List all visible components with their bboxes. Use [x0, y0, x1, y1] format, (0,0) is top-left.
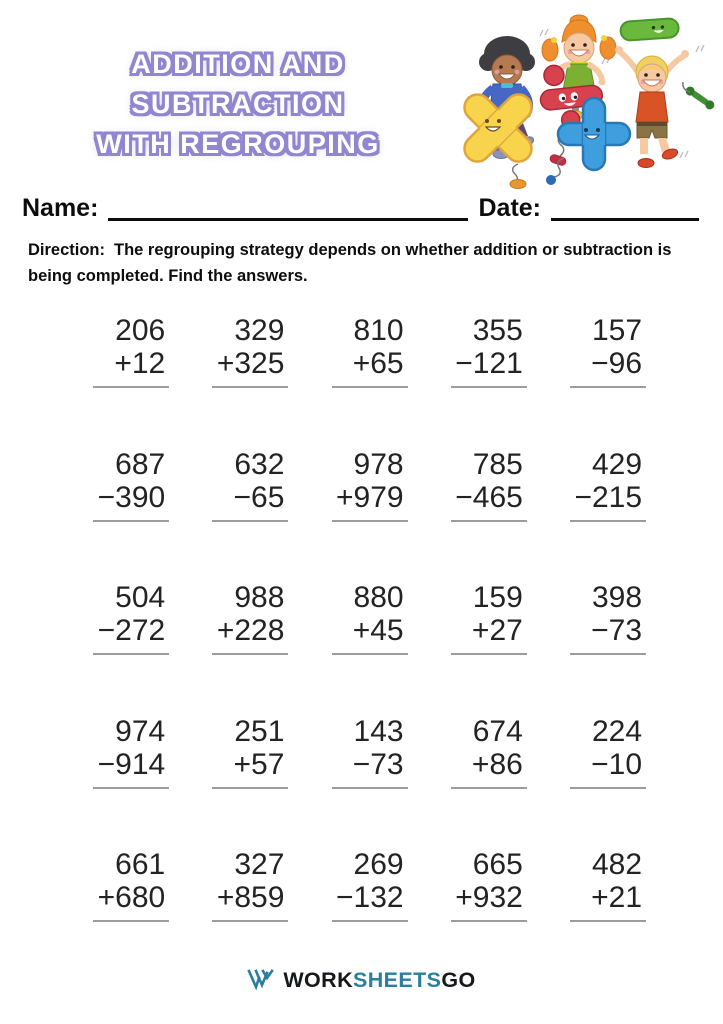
answer-line: [570, 514, 646, 522]
plus-symbol-icon: [558, 98, 630, 170]
operand-top: 978: [353, 447, 404, 481]
math-problem: [190, 314, 309, 434]
operand-top: 143: [353, 714, 404, 748]
operand-top: 504: [115, 581, 166, 614]
worksheetsgo-logo-icon: [247, 969, 275, 993]
operand-top: 661: [115, 848, 166, 881]
operator-operand-bottom: +45: [352, 614, 404, 647]
operand-top: 327: [234, 848, 285, 881]
operator-operand-bottom: +680: [97, 881, 166, 914]
operand-top: 665: [472, 848, 523, 881]
direction-body: The regrouping strategy depends on whether addition or subtraction is being completed. Find the answers.: [28, 241, 672, 285]
answer-line: [212, 914, 288, 922]
operand-top: 206: [115, 314, 166, 347]
operand-top: 785: [472, 447, 523, 481]
math-problem: [309, 848, 428, 968]
operand-top: 988: [234, 581, 285, 614]
operator-operand-bottom: +12: [114, 347, 166, 380]
operand-top: 974: [115, 714, 166, 748]
boy-blond: [615, 46, 689, 168]
operand-top: 674: [472, 714, 523, 748]
answer-line: [93, 914, 169, 922]
math-problem: [548, 581, 667, 701]
answer-line: [451, 380, 527, 388]
math-problem: [548, 314, 667, 434]
operator-operand-bottom: −272: [97, 614, 166, 647]
operator-operand-bottom: +65: [352, 347, 404, 380]
operand-top: 880: [353, 581, 404, 614]
answer-line: [570, 781, 646, 789]
name-date-row: [22, 194, 701, 223]
operator-operand-bottom: −390: [97, 480, 166, 514]
operator-operand-bottom: +932: [455, 881, 523, 914]
brand-work: WORK: [283, 968, 353, 992]
math-problem: [71, 314, 190, 434]
date-blank-line: [551, 194, 699, 221]
dumbbell-icon: [684, 85, 716, 111]
operand-top: 157: [591, 314, 643, 347]
name-label: Name:: [22, 194, 99, 222]
operator-operand-bottom: −73: [591, 614, 643, 647]
answer-line: [93, 647, 169, 655]
math-problem: [309, 581, 428, 701]
kids-math-illustration: [452, 6, 718, 190]
math-problem: [309, 448, 428, 568]
operator-operand-bottom: +27: [471, 614, 523, 647]
operator-operand-bottom: +979: [336, 480, 404, 514]
operator-operand-bottom: +859: [216, 881, 285, 914]
math-problem: [429, 314, 548, 434]
answer-line: [451, 914, 527, 922]
operator-operand-bottom: −73: [352, 747, 404, 781]
operand-top: 398: [591, 581, 643, 614]
answer-line: [332, 647, 408, 655]
operand-top: 355: [472, 314, 523, 347]
answer-line: [332, 781, 408, 789]
math-problem: [429, 581, 548, 701]
operator-operand-bottom: −215: [574, 480, 643, 514]
operator-operand-bottom: −914: [97, 747, 166, 781]
operator-operand-bottom: +325: [216, 347, 285, 380]
brand-go: GO: [441, 968, 476, 992]
minus-symbol-icon: [620, 18, 679, 41]
answer-line: [212, 514, 288, 522]
problem-row: [71, 434, 667, 568]
title-line-1: ADDITION AND SUBTRACTION: [131, 49, 345, 119]
math-problem: [429, 448, 548, 568]
problem-row: [71, 834, 667, 968]
math-problem: [429, 715, 548, 835]
date-label: Date:: [478, 194, 541, 222]
direction-text: [28, 237, 696, 289]
name-blank-line: [108, 194, 468, 221]
operator-operand-bottom: +21: [591, 881, 643, 914]
math-problem: [548, 848, 667, 968]
math-problem: [71, 448, 190, 568]
answer-line: [570, 380, 646, 388]
math-problem: [71, 715, 190, 835]
answer-line: [570, 647, 646, 655]
math-problem: [71, 581, 190, 701]
operand-top: 269: [353, 848, 404, 881]
operator-operand-bottom: −65: [233, 480, 285, 514]
operator-operand-bottom: −10: [591, 747, 643, 781]
math-problem: [190, 448, 309, 568]
answer-line: [451, 647, 527, 655]
brand-sheets: SHEETS: [353, 968, 442, 992]
math-problem: [309, 314, 428, 434]
math-problem: [309, 715, 428, 835]
operand-top: 251: [234, 714, 285, 748]
answer-line: [332, 914, 408, 922]
operand-top: 482: [591, 848, 643, 881]
problem-row: [71, 567, 667, 701]
math-problem: [548, 448, 667, 568]
title-line-2: WITH REGROUPING: [96, 129, 380, 159]
footer-brand: [0, 968, 723, 993]
operand-top: 329: [234, 314, 285, 347]
brand-wordmark: [283, 968, 475, 993]
answer-line: [332, 514, 408, 522]
problems-grid: [71, 300, 667, 968]
direction-label: Direction:: [28, 241, 106, 259]
problem-row: [71, 701, 667, 835]
math-problem: [190, 715, 309, 835]
math-problem: [71, 848, 190, 968]
answer-line: [93, 514, 169, 522]
answer-line: [212, 380, 288, 388]
page-title: [22, 44, 454, 164]
operator-operand-bottom: +86: [471, 747, 523, 781]
answer-line: [93, 781, 169, 789]
operator-operand-bottom: −132: [336, 881, 404, 914]
answer-line: [212, 781, 288, 789]
answer-line: [93, 380, 169, 388]
operator-operand-bottom: +228: [216, 614, 285, 647]
answer-line: [451, 514, 527, 522]
operand-top: 429: [591, 447, 643, 481]
math-problem: [190, 581, 309, 701]
operand-top: 159: [472, 581, 523, 614]
operator-operand-bottom: −121: [455, 347, 523, 380]
answer-line: [332, 380, 408, 388]
math-problem: [190, 848, 309, 968]
problem-row: [71, 300, 667, 434]
answer-line: [570, 914, 646, 922]
operator-operand-bottom: −465: [455, 480, 523, 514]
operand-top: 224: [591, 714, 643, 748]
answer-line: [212, 647, 288, 655]
math-problem: [548, 715, 667, 835]
operand-top: 632: [234, 447, 285, 481]
operator-operand-bottom: +57: [233, 747, 285, 781]
operator-operand-bottom: −96: [591, 347, 643, 380]
answer-line: [451, 781, 527, 789]
math-problem: [429, 848, 548, 968]
operand-top: 810: [353, 314, 404, 347]
operand-top: 687: [115, 447, 166, 481]
